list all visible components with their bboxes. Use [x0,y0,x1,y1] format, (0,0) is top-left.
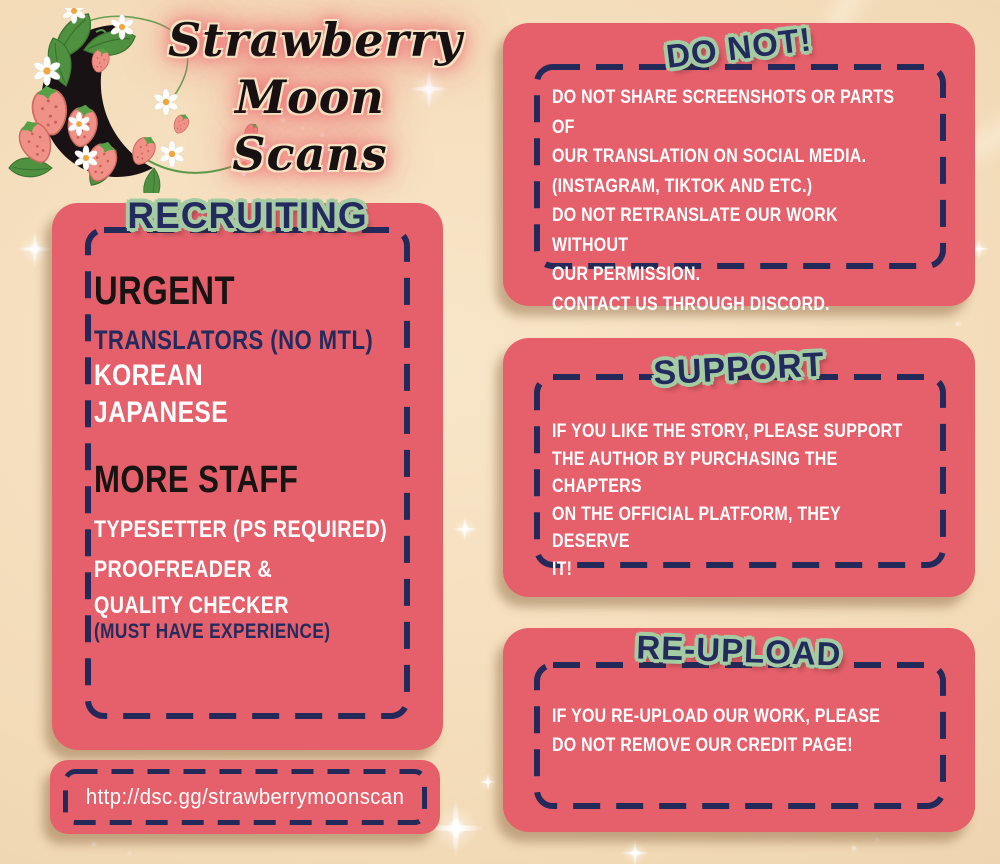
group-title-line: Scans [232,127,388,181]
sparkle-icon [16,230,54,268]
discord-link-box[interactable] [50,760,440,834]
discord-link-url[interactable]: http://dsc.gg/strawberrymoonscan [85,784,405,809]
re-upload-heading: RE-UPLOAD [635,628,843,673]
sparkle-icon [620,838,650,864]
sparkle-icon [852,846,856,850]
language-japanese: JAPANESE [94,396,229,429]
sparkle-icon [452,516,478,542]
role-quality-checker: QUALITY CHECKER [94,592,289,619]
do-not-text: DO NOT SHARE SCREENSHOTS OR PARTS OF OUR TRANSLATION ON SOCIAL MEDIA. (INSTAGRAM, TIKTOK AND ETC.) DO NOT RETRANSLATE OUR WORK WITHOUT OUR PERMISSION. CONTACT US THROUGH DISCORD. [552,87,895,315]
re-upload-panel [503,628,975,832]
support-panel [503,338,975,597]
role-typesetter: TYPESETTER (PS REQUIRED) [94,516,388,543]
experience-note: (MUST HAVE EXPERIENCE) [94,620,331,643]
more-staff-title: MORE STAFF [94,459,299,501]
sparkle-icon [478,772,498,792]
group-title [168,12,463,183]
urgent-title: URGENT [94,269,235,313]
support-text: IF YOU LIKE THE STORY, PLEASE SUPPORT THE AUTHOR BY PURCHASING THE CHAPTERS ON THE OFFICIAL PLATFORM, THEY DESERVE IT! [552,421,903,580]
re-upload-text: IF YOU RE-UPLOAD OUR WORK, PLEASE DO NOT REMOVE OUR CREDIT PAGE! [552,706,881,756]
sparkle-icon [876,838,879,841]
recruiting-heading: RECRUITING [127,195,368,236]
do-not-heading: DO NOT! [664,20,814,75]
sparkle-icon [128,852,131,855]
group-title-line: Moon [235,70,385,124]
sparkle-icon [956,322,960,326]
group-title-line: Strawberry [168,13,463,67]
sparkle-icon [92,842,96,846]
urgent-role: TRANSLATORS (NO MTL) [94,325,374,355]
recruiting-panel [52,195,443,750]
role-proofreader: PROOFREADER & [94,556,273,583]
do-not-panel [503,20,975,315]
support-heading: SUPPORT [652,345,826,393]
language-korean: KOREAN [94,359,204,392]
